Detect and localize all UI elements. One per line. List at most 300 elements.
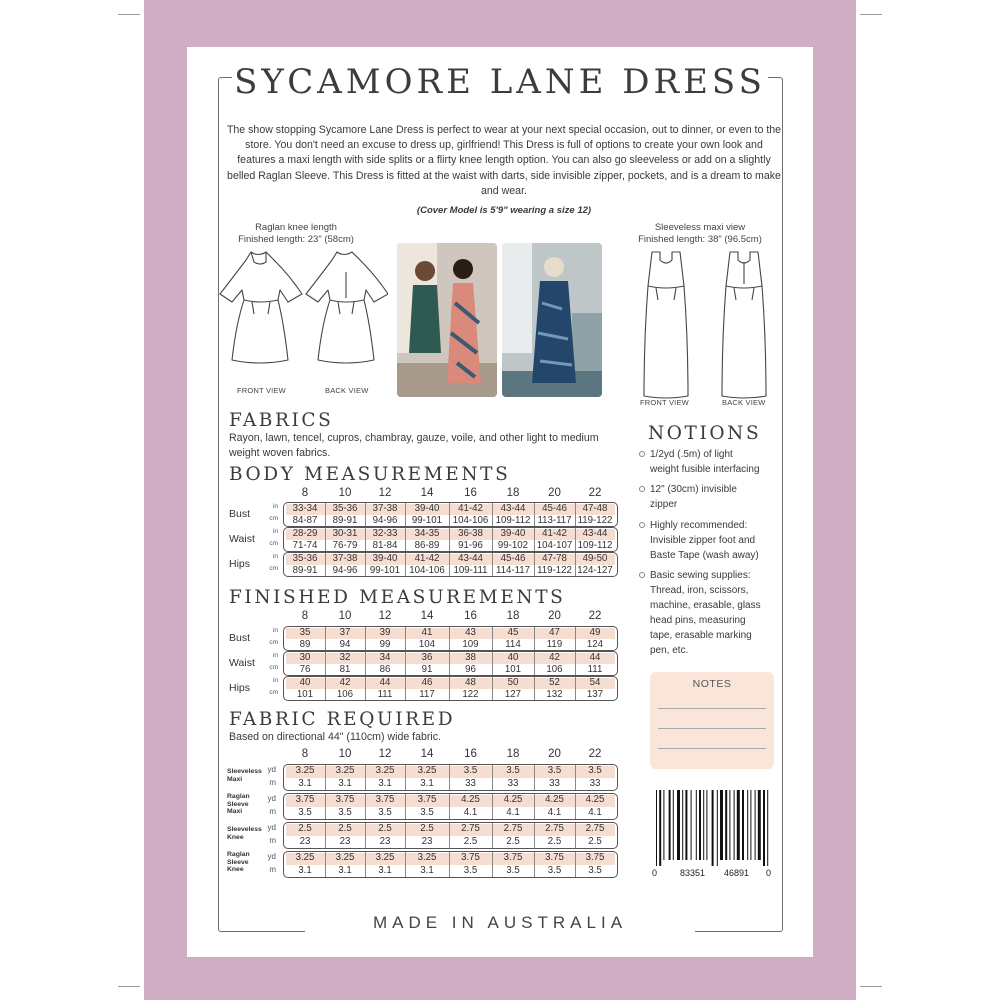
fabric-cell: 3.5 — [463, 864, 478, 876]
finished-cell: 89 — [299, 638, 311, 650]
body-cell: 37-38 — [332, 553, 358, 564]
body-cell: 99-101 — [411, 514, 443, 526]
sleeveless-maxi-line-drawings — [632, 248, 782, 400]
finished-cell: 54 — [589, 677, 601, 688]
finished-cell: 47 — [549, 627, 560, 638]
page-title: SYCAMORE LANE DRESS — [234, 62, 766, 102]
body-cell: 41-42 — [458, 503, 483, 514]
barcode-bar — [659, 790, 661, 866]
body-cell: 35-36 — [292, 553, 318, 564]
fabric-cell: 3.25 — [375, 765, 395, 776]
finished-cell: 42 — [339, 677, 351, 688]
barcode-bar — [734, 790, 735, 860]
fabric-cell: 3.1 — [298, 864, 312, 876]
fabric-cell: 3.75 — [295, 794, 315, 805]
fabric-row-label-line: Maxi — [227, 775, 243, 783]
finished-unit-label: cm — [269, 638, 278, 646]
fabric-required-heading: FABRIC REQUIRED — [229, 709, 456, 730]
fabric-row-label-line: Raglan — [227, 851, 250, 858]
fabric-cell: 2.75 — [503, 823, 523, 834]
fabric-cell: 3.25 — [295, 852, 315, 863]
finished-size-header: 22 — [588, 610, 602, 622]
fabric-cell: 3.25 — [335, 765, 355, 776]
fabric-row-label — [227, 851, 267, 874]
finished-cell: 96 — [465, 663, 476, 675]
barcode-bar — [712, 790, 714, 866]
fabric-cell: 2.5 — [378, 823, 392, 834]
finished-cell: 36 — [421, 652, 433, 663]
notion-item-line: tape, erasable marking — [650, 630, 752, 641]
fabric-cell: 3.25 — [295, 765, 315, 776]
fabric-cell: 3.75 — [461, 852, 480, 863]
raglan-knee-line-drawings — [218, 248, 388, 388]
fabric-cell: 3.5 — [420, 806, 434, 818]
finished-unit-label: in — [272, 652, 278, 659]
fabric-row-label-line: Sleeve — [227, 800, 249, 808]
body-cell: 124-127 — [577, 564, 613, 576]
fabric-cell: 2.5 — [420, 823, 434, 834]
barcode — [650, 787, 774, 880]
notes-line — [658, 728, 766, 729]
barcode-bar — [703, 790, 704, 860]
body-cell: 91-96 — [458, 539, 483, 551]
fabric-cell: 3.25 — [335, 852, 355, 863]
body-cell: 39-40 — [372, 553, 398, 564]
notion-item-line: Highly recommended: — [650, 520, 748, 531]
fabric-cell: 3.5 — [463, 765, 478, 776]
finished-cell: 91 — [421, 663, 433, 675]
finished-cell: 40 — [507, 652, 519, 663]
body-cell: 104-106 — [409, 564, 445, 576]
notion-item-line: 12" (30cm) invisible — [650, 484, 737, 495]
finished-size-header: 20 — [548, 610, 561, 622]
notion-bullet — [639, 486, 645, 492]
front-view-label-right: FRONT VIEW — [640, 398, 689, 407]
fabric-size-header: 18 — [506, 748, 520, 760]
body-cell: 76-79 — [332, 539, 358, 551]
finished-cell: 137 — [586, 688, 604, 700]
notion-bullet — [639, 522, 645, 528]
body-size-header: 18 — [506, 487, 520, 499]
finished-cell: 111 — [587, 663, 603, 675]
body-size-header: 8 — [301, 487, 309, 499]
finished-cell: 50 — [507, 677, 519, 688]
fabric-cell: 2.75 — [545, 823, 564, 834]
barcode-bar — [742, 790, 744, 860]
finished-cell: 44 — [589, 652, 601, 663]
finished-cell: 44 — [379, 677, 391, 688]
fabric-cell: 33 — [589, 777, 601, 789]
finished-cell: 122 — [462, 688, 479, 700]
finished-cell: 42 — [549, 652, 560, 663]
finished-unit-label: cm — [269, 663, 278, 671]
fabric-cell: 2.5 — [338, 823, 352, 834]
barcode-bar — [682, 790, 683, 860]
body-size-header: 10 — [338, 487, 352, 499]
finished-cell: 76 — [299, 663, 311, 675]
finished-size-header: 18 — [506, 610, 520, 622]
finished-cell: 106 — [546, 663, 563, 675]
fabric-cell: 3.1 — [298, 777, 312, 789]
notes-box — [650, 672, 774, 769]
fabric-unit-label: yd — [267, 765, 276, 774]
fabric-size-header: 12 — [378, 748, 392, 760]
crop-mark — [118, 14, 140, 15]
finished-cell: 94 — [339, 638, 351, 650]
finished-size-header: 8 — [301, 610, 309, 622]
crop-mark — [860, 14, 882, 15]
fabric-cell: 3.5 — [378, 806, 392, 818]
fabric-unit-label: m — [269, 777, 276, 787]
finished-cell: 37 — [339, 627, 351, 638]
finished-cell: 32 — [339, 652, 351, 663]
body-row-label: Waist — [229, 532, 255, 545]
body-cell: 114-117 — [495, 564, 531, 576]
finished-size-header: 12 — [378, 610, 392, 622]
body-cell: 28-29 — [292, 528, 318, 539]
finished-size-header: 16 — [464, 610, 477, 622]
finished-cell: 101 — [504, 663, 522, 675]
fabric-cell: 2.5 — [547, 835, 562, 847]
fabric-row-label-line: Knee — [227, 866, 244, 873]
body-unit-label: cm — [269, 514, 278, 522]
fabric-unit-label: yd — [267, 794, 276, 803]
crop-mark — [118, 986, 140, 987]
fabric-cell: 4.25 — [545, 794, 564, 805]
body-cell: 113-117 — [537, 514, 572, 526]
body-unit-label: in — [272, 528, 278, 535]
fabric-unit-label: m — [269, 835, 276, 845]
fabric-cell: 2.5 — [588, 835, 602, 847]
barcode-bar — [755, 790, 756, 860]
view-caption-left-length: Finished length: 23" (58cm) — [238, 234, 354, 245]
fabric-cell: 3.75 — [503, 852, 523, 863]
fabrics-text: Rayon, lawn, tencel, cupros, chambray, gauze, voile, and other light to medium weight woven fabrics. — [229, 432, 599, 459]
view-caption-right-title: Sleeveless maxi view — [654, 222, 746, 233]
fabric-row-label — [227, 768, 267, 783]
body-cell: 94-96 — [372, 514, 398, 526]
fabric-cell: 3.75 — [585, 852, 605, 863]
notion-item-line: Basic sewing supplies: — [650, 570, 751, 581]
fabric-cell: 3.1 — [338, 864, 352, 876]
body-cell: 35-36 — [332, 503, 358, 514]
finished-cell: 34 — [379, 652, 391, 663]
notes-label: NOTES — [692, 678, 732, 690]
finished-row-label: Waist — [229, 656, 255, 669]
fabric-cell: 3.75 — [417, 794, 437, 805]
barcode-bar — [767, 790, 768, 866]
body-size-header: 16 — [464, 487, 477, 499]
body-cell: 41-42 — [414, 553, 440, 564]
notion-item — [650, 482, 788, 512]
fabric-cell: 3.75 — [545, 852, 564, 863]
fabric-cell: 2.5 — [506, 835, 520, 847]
finished-cell: 106 — [336, 688, 354, 700]
fabric-cell: 4.25 — [461, 794, 480, 805]
fabric-cell: 2.75 — [461, 823, 480, 834]
finished-cell: 127 — [504, 688, 522, 700]
fabric-row-label-line: Sleeveless — [227, 768, 262, 775]
body-cell: 119-122 — [577, 514, 613, 526]
body-cell: 30-31 — [332, 528, 358, 539]
finished-cell: 43 — [465, 627, 476, 638]
fabric-cell: 3.5 — [298, 806, 312, 818]
body-cell: 119-122 — [537, 564, 572, 576]
notion-item-line: 1/2yd (.5m) of light — [650, 449, 733, 460]
body-cell: 43-44 — [582, 528, 608, 539]
body-cell: 36-38 — [458, 528, 483, 539]
body-cell: 86-89 — [414, 539, 440, 551]
finished-cell: 52 — [549, 677, 560, 688]
fabric-cell: 4.25 — [503, 794, 523, 805]
view-caption-right-length: Finished length: 38" (96.5cm) — [638, 234, 762, 245]
fabric-cell: 3.1 — [338, 777, 352, 789]
fabric-cell: 3.1 — [420, 864, 434, 876]
finished-cell: 111 — [377, 688, 393, 700]
barcode-bar — [706, 790, 707, 860]
finished-row-label: Hips — [229, 681, 251, 694]
body-unit-label: in — [272, 503, 278, 510]
body-cell: 49-50 — [582, 553, 608, 564]
fabric-cell: 3.75 — [375, 794, 395, 805]
barcode-bar — [677, 790, 680, 860]
finished-cell: 132 — [546, 688, 563, 700]
fabric-cell: 23 — [421, 835, 433, 847]
fabric-unit-label: yd — [267, 823, 276, 832]
finished-size-header: 10 — [338, 610, 352, 622]
finished-cell: 46 — [421, 677, 433, 688]
fabric-cell: 2.75 — [585, 823, 605, 834]
view-caption-left — [226, 222, 366, 246]
fabric-cell: 3.1 — [378, 777, 392, 789]
cover-model-note: (Cover Model is 5'9" wearing a size 12) — [416, 205, 592, 216]
fabric-cell: 23 — [379, 835, 391, 847]
body-unit-label: cm — [269, 539, 278, 547]
fabric-cell: 3.5 — [506, 864, 520, 876]
fabric-cell: 3.5 — [338, 806, 352, 818]
notion-bullet — [639, 451, 645, 457]
body-cell: 45-46 — [542, 503, 567, 514]
notion-item-line: Baste Tape (wash away) — [650, 550, 759, 561]
barcode-bar — [750, 790, 751, 860]
body-cell: 94-96 — [332, 564, 358, 576]
body-cell: 109-112 — [495, 514, 531, 526]
fabric-row-label-line: Raglan — [227, 793, 250, 800]
barcode-bar — [725, 790, 727, 860]
finished-cell: 81 — [339, 663, 351, 675]
fabric-cell: 3.5 — [547, 765, 562, 776]
back-view-label-right: BACK VIEW — [722, 398, 766, 407]
fabrics-heading: FABRICS — [229, 410, 334, 431]
fabric-cell: 3.25 — [417, 852, 437, 863]
body-cell: 34-35 — [414, 528, 440, 539]
finished-cell: 45 — [507, 627, 519, 638]
body-cell: 32-33 — [372, 528, 398, 539]
barcode-bar — [656, 790, 657, 866]
fabric-cell: 33 — [507, 777, 519, 789]
fabric-size-header: 16 — [464, 748, 477, 760]
body-cell: 99-101 — [369, 564, 401, 576]
fabric-cell: 33 — [465, 777, 476, 789]
front-view-label-left: FRONT VIEW — [237, 386, 286, 395]
fabric-cell: 2.5 — [298, 823, 312, 834]
notion-item-line: zipper — [650, 499, 678, 510]
body-cell: 45-46 — [500, 553, 526, 564]
fabric-size-header: 20 — [548, 748, 561, 760]
finished-cell: 99 — [379, 638, 391, 650]
body-cell: 89-91 — [292, 564, 318, 576]
body-measurements-heading: BODY MEASUREMENTS — [229, 464, 511, 485]
notion-item — [650, 447, 788, 477]
view-caption-right — [630, 222, 770, 246]
barcode-digits: 83351 — [680, 868, 706, 878]
body-cell: 71-74 — [292, 539, 318, 551]
notion-item-line: Invisible zipper foot and — [650, 535, 756, 546]
body-size-header: 12 — [378, 487, 392, 499]
notion-item-line: head pins, measuring — [650, 615, 746, 626]
barcode-digits: 0 — [766, 868, 772, 878]
made-in-footer: MADE IN AUSTRALIA — [372, 913, 628, 932]
photo-model-right — [502, 243, 602, 397]
finished-cell: 104 — [418, 638, 436, 650]
body-cell: 33-34 — [292, 503, 318, 514]
fabric-cell: 4.1 — [506, 806, 520, 818]
intro-paragraph: The show stopping Sycamore Lane Dress is perfect to wear at your next special occasion, out to dinner, or even to the store. You don't need an excuse to dress up, girlfriend! This Dress is full of options to create your own look and features a maxi length with side splits or a flirty knee length option. You can also go sleeveless or add on a slightly belled Raglan Sleeve. This Dress is fitted at the waist with darts, side invisible zipper, pockets, and is a dream to make and wear. — [226, 124, 782, 197]
finished-unit-label: cm — [269, 688, 278, 696]
fabric-cell: 33 — [549, 777, 560, 789]
finished-cell: 124 — [586, 638, 604, 650]
fabric-cell: 3.1 — [378, 864, 392, 876]
finished-unit-label: in — [272, 677, 278, 684]
finished-cell: 119 — [546, 638, 563, 650]
fabric-cell: 2.5 — [463, 835, 478, 847]
fabric-size-header: 8 — [301, 748, 309, 760]
body-unit-label: cm — [269, 564, 278, 572]
back-view-label-left: BACK VIEW — [325, 386, 369, 395]
crop-mark — [860, 986, 882, 987]
body-unit-label: in — [272, 553, 278, 560]
body-cell: 39-40 — [500, 528, 526, 539]
finished-cell: 40 — [299, 677, 311, 688]
finished-cell: 101 — [296, 688, 314, 700]
finished-cell: 86 — [379, 663, 391, 675]
fabric-row-label-line: Sleeveless — [227, 826, 262, 833]
fabric-cell: 4.1 — [588, 806, 602, 818]
finished-cell: 30 — [299, 652, 311, 663]
fabric-cell: 3.5 — [506, 765, 520, 776]
barcode-digits: 46891 — [724, 868, 750, 878]
body-cell: 99-102 — [497, 539, 529, 551]
finished-cell: 35 — [299, 627, 311, 638]
fabric-cell: 4.25 — [585, 794, 605, 805]
notions-heading: NOTIONS — [648, 423, 762, 444]
body-cell: 47-48 — [582, 503, 608, 514]
barcode-bar — [758, 790, 761, 860]
body-cell: 47-78 — [542, 553, 567, 564]
photo-models-left — [397, 243, 497, 397]
notion-item-line: machine, erasable, glass — [650, 600, 761, 611]
body-size-header: 20 — [548, 487, 561, 499]
fabric-cell: 23 — [299, 835, 311, 847]
barcode-bar — [669, 790, 671, 860]
body-cell: 89-91 — [332, 514, 358, 526]
body-cell: 109-112 — [577, 539, 613, 551]
fabric-size-header: 10 — [338, 748, 352, 760]
body-row-label: Hips — [229, 557, 251, 570]
barcode-bar — [685, 790, 687, 860]
barcode-bar — [747, 790, 748, 860]
fabric-cell: 3.5 — [588, 765, 602, 776]
finished-unit-label: in — [272, 627, 278, 634]
barcode-digits: 0 — [652, 868, 658, 878]
fabric-size-header: 14 — [420, 748, 434, 760]
body-cell: 37-38 — [372, 503, 398, 514]
body-cell: 109-111 — [453, 564, 488, 576]
notion-item — [650, 568, 788, 658]
body-cell: 81-84 — [372, 539, 398, 551]
barcode-bar — [717, 790, 718, 866]
fabric-row-label-line: Sleeve — [227, 858, 249, 866]
fabric-cell: 4.1 — [463, 806, 478, 818]
notion-item-line: Thread, iron, scissors, — [650, 585, 749, 596]
fabric-row-label — [227, 826, 267, 841]
finished-cell: 38 — [465, 652, 476, 663]
fabric-cell: 3.1 — [420, 777, 434, 789]
finished-cell: 39 — [379, 627, 391, 638]
fabric-unit-label: m — [269, 806, 276, 816]
barcode-bar — [737, 790, 740, 860]
body-cell: 104-106 — [452, 514, 489, 526]
fabric-row-label-line: Maxi — [227, 808, 243, 815]
finished-row-label: Bust — [229, 631, 251, 644]
barcode-bar — [663, 790, 664, 860]
fabric-cell: 3.25 — [417, 765, 437, 776]
view-caption-left-title: Raglan knee length — [255, 222, 337, 233]
barcode-bar — [696, 790, 697, 860]
fabric-cell: 3.5 — [588, 864, 602, 876]
fabric-cell: 3.25 — [375, 852, 395, 863]
body-row-label: Bust — [229, 507, 251, 520]
barcode-bar — [691, 790, 692, 860]
body-cell: 104-107 — [536, 539, 573, 551]
barcode-bar — [720, 790, 723, 860]
fabric-row-label — [227, 793, 267, 816]
body-cell: 41-42 — [542, 528, 567, 539]
fabric-cell: 3.75 — [335, 794, 355, 805]
fabric-unit-label: m — [269, 864, 276, 874]
notion-item — [650, 518, 788, 563]
notes-line — [658, 748, 766, 749]
body-cell: 43-44 — [458, 553, 483, 564]
finished-cell: 117 — [419, 688, 435, 700]
finished-cell: 49 — [589, 627, 601, 638]
notion-bullet — [639, 572, 645, 578]
fabric-cell: 4.1 — [547, 806, 562, 818]
notion-item-line: pen, etc. — [650, 645, 689, 656]
finished-size-header: 14 — [420, 610, 434, 622]
body-cell: 84-87 — [292, 514, 318, 526]
fabric-cell: 3.5 — [547, 864, 562, 876]
fabric-row-label-line: Knee — [227, 833, 244, 841]
notes-line — [658, 708, 766, 709]
fabric-cell: 23 — [339, 835, 351, 847]
fabric-required-subtitle: Based on directional 44" (110cm) wide fabric. — [229, 731, 442, 743]
body-cell: 43-44 — [500, 503, 526, 514]
finished-cell: 109 — [462, 638, 479, 650]
finished-cell: 48 — [465, 677, 476, 688]
fabric-size-header: 22 — [588, 748, 602, 760]
body-cell: 39-40 — [414, 503, 440, 514]
